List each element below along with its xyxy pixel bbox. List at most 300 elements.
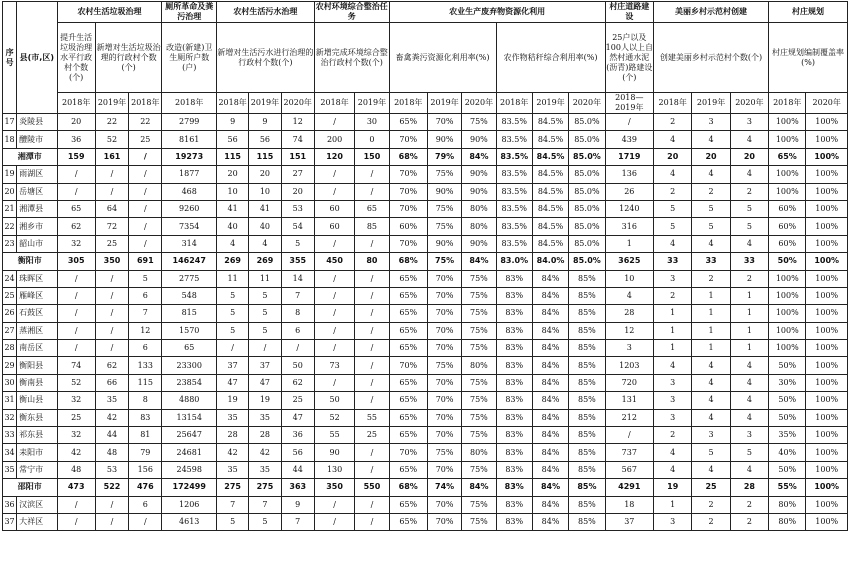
data-cell: 3: [654, 374, 692, 391]
seq-header: 序号: [3, 2, 17, 114]
data-cell: 20: [216, 166, 248, 183]
data-cell: /: [129, 200, 162, 217]
plan-sub: 村庄规划编制覆盖率(%): [769, 23, 848, 93]
seq-cell: 30: [3, 374, 17, 391]
data-cell: 2: [654, 114, 692, 131]
year-header-cell: 2018年: [162, 93, 217, 114]
data-cell: 200: [314, 131, 354, 148]
data-cell: /: [355, 287, 389, 304]
data-cell: 2: [692, 513, 730, 530]
county-name: 珠晖区: [17, 270, 57, 287]
data-cell: 75%: [462, 409, 496, 426]
data-cell: 13154: [162, 409, 217, 426]
manure-sub: 畜禽粪污资源化利用率(%): [389, 23, 496, 93]
data-cell: 62: [95, 357, 128, 374]
data-cell: 133: [129, 357, 162, 374]
data-cell: 40: [216, 218, 248, 235]
data-cell: 115: [249, 148, 281, 165]
data-cell: 83%: [496, 374, 532, 391]
data-cell: 84.5%: [532, 131, 568, 148]
data-cell: 70%: [427, 374, 461, 391]
data-cell: 75%: [462, 392, 496, 409]
data-cell: 84%: [532, 427, 568, 444]
data-cell: 7: [281, 287, 314, 304]
data-cell: 25: [95, 235, 128, 252]
seq-cell: 19: [3, 166, 17, 183]
data-cell: /: [314, 496, 354, 513]
data-cell: 83.5%: [496, 235, 532, 252]
data-cell: 53: [95, 461, 128, 478]
data-cell: 3: [654, 270, 692, 287]
data-cell: 100%: [806, 114, 848, 131]
data-cell: 100%: [806, 427, 848, 444]
data-cell: 9: [249, 114, 281, 131]
data-cell: 85.0%: [569, 166, 605, 183]
city-name: 邵阳市: [3, 479, 58, 496]
data-cell: 90%: [462, 166, 496, 183]
data-cell: 19: [654, 479, 692, 496]
data-cell: 156: [129, 461, 162, 478]
data-cell: 100%: [769, 287, 806, 304]
table-body: [3, 114, 848, 531]
data-cell: 2: [692, 496, 730, 513]
data-cell: 33: [654, 253, 692, 270]
data-cell: 75%: [462, 374, 496, 391]
data-cell: 5: [654, 218, 692, 235]
data-cell: 85.0%: [569, 183, 605, 200]
year-header-cell: 2018年: [314, 93, 354, 114]
data-cell: 20: [730, 148, 768, 165]
county-name: 汉滨区: [17, 496, 57, 513]
data-cell: 74: [57, 357, 95, 374]
data-cell: 737: [605, 444, 653, 461]
data-cell: 54: [281, 218, 314, 235]
data-cell: 5: [216, 287, 248, 304]
data-cell: 5: [281, 235, 314, 252]
data-cell: 64: [95, 200, 128, 217]
data-cell: 5: [249, 287, 281, 304]
data-cell: 100%: [806, 148, 848, 165]
data-cell: 172499: [162, 479, 217, 496]
data-cell: 23854: [162, 374, 217, 391]
data-cell: 84%: [532, 357, 568, 374]
data-cell: 68%: [389, 479, 427, 496]
city-subtotal-row: [3, 253, 848, 270]
data-cell: 42: [95, 409, 128, 426]
data-cell: 5: [730, 200, 768, 217]
table-row: [3, 496, 848, 513]
data-cell: 28: [216, 427, 248, 444]
data-cell: 131: [605, 392, 653, 409]
data-cell: /: [355, 496, 389, 513]
data-cell: 4: [692, 374, 730, 391]
county-name: 祁东县: [17, 427, 57, 444]
data-cell: 468: [162, 183, 217, 200]
data-cell: 83: [129, 409, 162, 426]
county-name: 湘乡市: [17, 218, 57, 235]
data-cell: 28: [605, 305, 653, 322]
data-cell: 28: [730, 479, 768, 496]
data-cell: 48: [57, 461, 95, 478]
data-cell: 65%: [389, 340, 427, 357]
data-cell: 1: [692, 287, 730, 304]
data-cell: 83.5%: [496, 200, 532, 217]
data-cell: /: [95, 270, 128, 287]
data-cell: 84%: [462, 253, 496, 270]
data-cell: /: [129, 166, 162, 183]
data-cell: 20: [692, 148, 730, 165]
data-cell: 161: [95, 148, 128, 165]
data-cell: 2799: [162, 114, 217, 131]
table-row: [3, 183, 848, 200]
seq-cell: 18: [3, 131, 17, 148]
data-cell: 33: [730, 253, 768, 270]
data-cell: 62: [57, 218, 95, 235]
data-cell: 56: [216, 131, 248, 148]
data-cell: 4: [730, 461, 768, 478]
data-cell: 85%: [569, 479, 605, 496]
data-cell: 65: [355, 200, 389, 217]
data-cell: 47: [216, 374, 248, 391]
data-cell: 130: [314, 461, 354, 478]
data-cell: 4613: [162, 513, 217, 530]
data-cell: 1: [654, 340, 692, 357]
data-cell: 10: [249, 183, 281, 200]
data-cell: 355: [281, 253, 314, 270]
table-row: [3, 461, 848, 478]
data-cell: 75%: [427, 253, 461, 270]
data-cell: /: [355, 374, 389, 391]
year-header-cell: 2019年: [355, 93, 389, 114]
data-cell: 4: [730, 166, 768, 183]
data-cell: 20: [249, 166, 281, 183]
data-cell: 2: [730, 270, 768, 287]
data-cell: 60: [314, 218, 354, 235]
data-cell: 3: [730, 114, 768, 131]
data-cell: 5: [730, 218, 768, 235]
data-cell: 75%: [462, 461, 496, 478]
data-cell: 73: [314, 357, 354, 374]
data-cell: 1719: [605, 148, 653, 165]
data-cell: 85%: [569, 340, 605, 357]
seq-cell: 35: [3, 461, 17, 478]
data-cell: 83%: [496, 392, 532, 409]
seq-cell: 29: [3, 357, 17, 374]
data-cell: /: [129, 183, 162, 200]
data-cell: 30: [355, 114, 389, 131]
data-cell: 4: [692, 461, 730, 478]
data-cell: 100%: [806, 513, 848, 530]
data-cell: 72: [95, 218, 128, 235]
data-cell: 84%: [532, 287, 568, 304]
data-cell: 84%: [532, 461, 568, 478]
data-cell: 62: [281, 374, 314, 391]
data-cell: /: [95, 287, 128, 304]
seq-cell: 32: [3, 409, 17, 426]
data-cell: 3: [692, 427, 730, 444]
data-cell: 4: [654, 461, 692, 478]
data-cell: 363: [281, 479, 314, 496]
data-cell: 25: [355, 427, 389, 444]
data-cell: 84.5%: [532, 200, 568, 217]
beauty-group: 美丽乡村示范村创建: [654, 2, 769, 23]
data-cell: 7354: [162, 218, 217, 235]
seq-cell: 17: [3, 114, 17, 131]
data-cell: 5: [249, 513, 281, 530]
sewage-group: 农村生活污水治理: [216, 2, 314, 23]
data-cell: 4: [654, 444, 692, 461]
data-cell: /: [314, 322, 354, 339]
data-cell: 75%: [462, 340, 496, 357]
data-cell: 65%: [389, 409, 427, 426]
county-name: 雁峰区: [17, 287, 57, 304]
data-cell: 66: [95, 374, 128, 391]
data-cell: 4: [692, 166, 730, 183]
data-cell: 35%: [769, 427, 806, 444]
table-row: [3, 114, 848, 131]
county-name: 石鼓区: [17, 305, 57, 322]
data-cell: 75%: [427, 357, 461, 374]
table-row: [3, 340, 848, 357]
county-name: 韶山市: [17, 235, 57, 252]
data-cell: 5: [249, 305, 281, 322]
data-cell: 65%: [389, 427, 427, 444]
county-name: 大祥区: [17, 513, 57, 530]
data-cell: 4: [654, 166, 692, 183]
road-sub: 25户以及100人以上自然村通水泥(沥青)路建设(个): [605, 23, 653, 93]
data-cell: /: [95, 496, 128, 513]
data-cell: 68%: [389, 253, 427, 270]
data-cell: /: [57, 322, 95, 339]
data-cell: 85%: [569, 444, 605, 461]
data-cell: 1: [605, 235, 653, 252]
data-cell: 85%: [569, 461, 605, 478]
data-cell: 84.5%: [532, 218, 568, 235]
data-cell: 4: [216, 235, 248, 252]
data-cell: 75%: [462, 427, 496, 444]
data-cell: 4: [730, 392, 768, 409]
data-cell: 115: [216, 148, 248, 165]
data-cell: 41: [216, 200, 248, 217]
data-cell: 11: [249, 270, 281, 287]
data-cell: 0: [355, 131, 389, 148]
data-cell: 83.5%: [496, 218, 532, 235]
data-cell: 1: [654, 322, 692, 339]
data-cell: /: [355, 461, 389, 478]
county-name: 衡阳县: [17, 357, 57, 374]
data-cell: 52: [95, 131, 128, 148]
data-cell: 84%: [462, 148, 496, 165]
county-name: 醴陵市: [17, 131, 57, 148]
seq-cell: 23: [3, 235, 17, 252]
data-cell: 90%: [427, 131, 461, 148]
data-cell: 14: [281, 270, 314, 287]
data-cell: 146247: [162, 253, 217, 270]
data-cell: 212: [605, 409, 653, 426]
data-cell: 80%: [769, 496, 806, 513]
data-cell: 20: [654, 148, 692, 165]
data-cell: 4880: [162, 392, 217, 409]
data-cell: 4: [654, 357, 692, 374]
data-cell: 35: [249, 409, 281, 426]
data-cell: 6: [129, 496, 162, 513]
data-cell: 85.0%: [569, 218, 605, 235]
data-cell: /: [95, 322, 128, 339]
data-cell: 7: [249, 496, 281, 513]
straw-sub: 农作物秸秆综合利用率(%): [496, 23, 605, 93]
data-cell: 19: [249, 392, 281, 409]
data-cell: 4: [692, 409, 730, 426]
data-cell: /: [355, 513, 389, 530]
data-cell: 3: [730, 427, 768, 444]
data-cell: 9260: [162, 200, 217, 217]
data-cell: 84%: [532, 513, 568, 530]
data-cell: 100%: [806, 479, 848, 496]
data-cell: 74: [281, 131, 314, 148]
data-cell: 35: [216, 409, 248, 426]
data-cell: 100%: [806, 200, 848, 217]
data-cell: /: [129, 148, 162, 165]
data-cell: 84.5%: [532, 148, 568, 165]
data-cell: 42: [249, 444, 281, 461]
table-row: [3, 287, 848, 304]
data-cell: 50%: [769, 392, 806, 409]
data-cell: 85%: [569, 357, 605, 374]
data-cell: 7: [129, 305, 162, 322]
data-cell: 1: [692, 305, 730, 322]
data-cell: 269: [249, 253, 281, 270]
county-name: 岳塘区: [17, 183, 57, 200]
data-cell: 23300: [162, 357, 217, 374]
data-cell: 90%: [462, 131, 496, 148]
table-row: [3, 374, 848, 391]
data-cell: /: [314, 235, 354, 252]
data-cell: 85%: [569, 287, 605, 304]
data-cell: 20: [281, 183, 314, 200]
data-cell: 100%: [806, 374, 848, 391]
data-cell: 8161: [162, 131, 217, 148]
data-cell: 314: [162, 235, 217, 252]
data-cell: 24598: [162, 461, 217, 478]
data-cell: 75%: [427, 166, 461, 183]
data-cell: /: [57, 340, 95, 357]
data-cell: 7: [281, 513, 314, 530]
data-cell: 12: [605, 322, 653, 339]
data-cell: 70%: [389, 131, 427, 148]
data-cell: 159: [57, 148, 95, 165]
year-header-cell: 2019年: [427, 93, 461, 114]
data-cell: 85%: [569, 392, 605, 409]
data-cell: 65%: [389, 322, 427, 339]
data-cell: 100%: [806, 253, 848, 270]
data-cell: 75%: [462, 496, 496, 513]
data-cell: 40%: [769, 444, 806, 461]
data-cell: 2: [730, 183, 768, 200]
plan-group: 村庄规划: [769, 2, 848, 23]
seq-cell: 33: [3, 427, 17, 444]
data-cell: 83%: [496, 305, 532, 322]
data-cell: 35: [249, 461, 281, 478]
data-cell: 84.5%: [532, 114, 568, 131]
seq-cell: 31: [3, 392, 17, 409]
data-cell: 84%: [462, 479, 496, 496]
data-cell: 3: [692, 114, 730, 131]
year-header-cell: 2020年: [806, 93, 848, 114]
table-row: [3, 235, 848, 252]
data-cell: 65%: [389, 496, 427, 513]
table-row: [3, 392, 848, 409]
data-cell: 100%: [806, 340, 848, 357]
garbage-sub-a: 提升生活垃圾治理水平行政村个数(个): [57, 23, 95, 93]
data-cell: /: [355, 357, 389, 374]
data-cell: 48: [95, 444, 128, 461]
data-cell: 75%: [427, 218, 461, 235]
data-cell: 2: [730, 513, 768, 530]
data-cell: 350: [314, 479, 354, 496]
data-cell: 65%: [389, 114, 427, 131]
data-cell: 100%: [769, 166, 806, 183]
year-header-cell: 2020年: [730, 93, 768, 114]
seq-cell: 28: [3, 340, 17, 357]
data-cell: 83.5%: [496, 148, 532, 165]
data-cell: 100%: [806, 357, 848, 374]
data-cell: 151: [281, 148, 314, 165]
data-cell: 90%: [427, 235, 461, 252]
data-cell: 79%: [427, 148, 461, 165]
data-cell: 50%: [769, 357, 806, 374]
year-header-cell: 2018年: [129, 93, 162, 114]
data-cell: 100%: [769, 322, 806, 339]
data-cell: 80%: [462, 200, 496, 217]
data-cell: 548: [162, 287, 217, 304]
data-cell: 11: [216, 270, 248, 287]
data-table: [2, 1, 848, 531]
data-cell: /: [249, 340, 281, 357]
data-cell: 522: [95, 479, 128, 496]
data-cell: 65%: [389, 374, 427, 391]
data-cell: 32: [57, 392, 95, 409]
data-cell: 70%: [389, 183, 427, 200]
data-cell: 79: [129, 444, 162, 461]
data-cell: 83%: [496, 340, 532, 357]
data-cell: /: [314, 340, 354, 357]
data-cell: 65: [162, 340, 217, 357]
data-cell: 100%: [806, 218, 848, 235]
data-cell: 22: [95, 114, 128, 131]
year-header-cell: 2019年: [532, 93, 568, 114]
year-header-cell: 2018年: [496, 93, 532, 114]
data-cell: 720: [605, 374, 653, 391]
data-cell: 75%: [462, 287, 496, 304]
data-cell: 83.0%: [496, 253, 532, 270]
data-cell: 2: [730, 496, 768, 513]
data-cell: 80%: [462, 357, 496, 374]
data-cell: 4: [249, 235, 281, 252]
data-cell: 65%: [389, 461, 427, 478]
county-header: 县(市,区): [17, 2, 57, 114]
data-cell: 56: [281, 444, 314, 461]
data-cell: 115: [129, 374, 162, 391]
data-cell: 2: [654, 287, 692, 304]
data-cell: 33: [692, 253, 730, 270]
data-cell: 7: [216, 496, 248, 513]
data-cell: 19: [216, 392, 248, 409]
data-cell: 19273: [162, 148, 217, 165]
data-cell: 1: [654, 496, 692, 513]
data-cell: 85.0%: [569, 253, 605, 270]
data-cell: 8: [281, 305, 314, 322]
data-cell: 83.5%: [496, 166, 532, 183]
